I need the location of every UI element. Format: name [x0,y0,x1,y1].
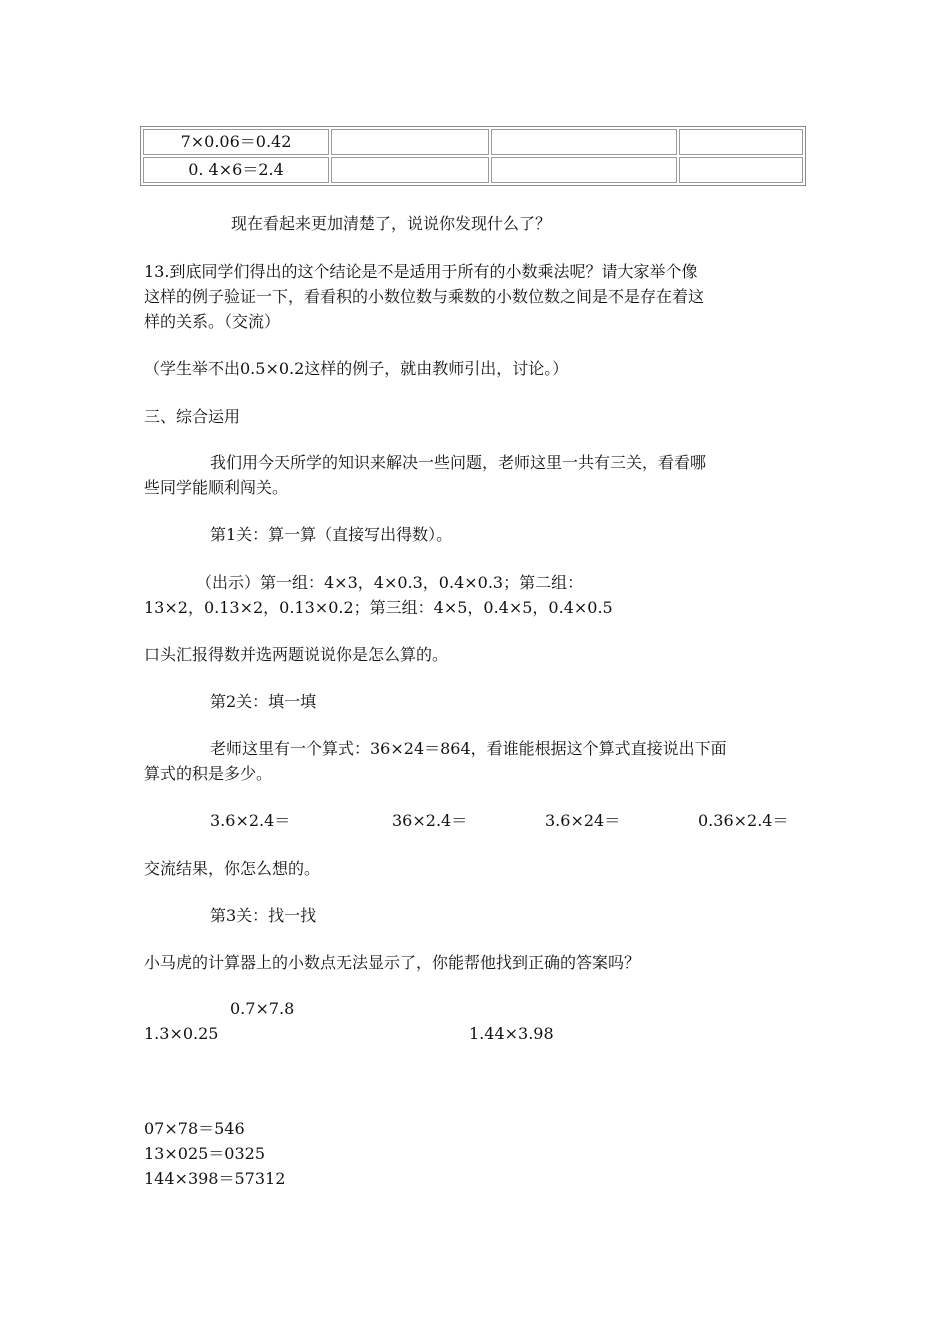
section-heading: 三、综合运用 [144,407,241,426]
level-1-line-1: （出示）第一组：4×3，4×0.3，0.4×0.3；第二组： [196,573,584,592]
equation-2: 36×2.4＝ [392,811,468,830]
table-row [143,129,803,155]
table-cell [331,129,489,155]
formula-2: 1.3×0.25 [144,1024,219,1043]
equation-3: 3.6×24＝ [545,811,621,830]
equation-4: 0.36×2.4＝ [698,811,789,830]
level-1-line-2: 13×2，0.13×2，0.13×0.2；第三组：4×5，0.4×5，0.4×0.5 [144,598,613,617]
equation-1: 3.6×2.4＝ [210,811,291,830]
oral-report: 口头汇报得数并选两题说说你是怎么算的。 [144,645,449,664]
paragraph-13-line-1: 13.到底同学们得出的这个结论是不是适用于所有的小数乘法呢？请大家举个像 [144,262,698,281]
table-cell [679,129,803,155]
intro-line-1: 我们用今天所学的知识来解决一些问题，老师这里一共有三关，看看哪 [210,453,707,472]
table-cell [331,157,489,183]
level-2-heading: 第2关：填一填 [210,692,317,711]
table-cell [679,157,803,183]
level-1-heading: 第1关：算一算（直接写出得数）。 [210,525,453,544]
table-cell [491,157,677,183]
intro-line-2: 些同学能顺利闯关。 [144,478,289,497]
formula-1: 0.7×7.8 [230,999,295,1018]
calculation-table [140,126,806,186]
level-2-line-2: 算式的积是多少。 [144,764,273,783]
paragraph-observation: 现在看起来更加清楚了，说说你发现什么了？ [231,214,552,233]
level-3-heading: 第3关：找一找 [210,906,317,925]
formula-3: 1.44×3.98 [469,1024,554,1043]
teacher-note: （学生举不出0.5×0.2这样的例子，就由教师引出，讨论。） [144,359,569,378]
table-cell [491,129,677,155]
discussion-line: 交流结果，你怎么想的。 [144,859,321,878]
level-3-question: 小马虎的计算器上的小数点无法显示了，你能帮他找到正确的答案吗？ [144,953,641,972]
table-cell: 7×0.06＝0.42 [143,129,329,155]
level-2-line-1: 老师这里有一个算式：36×24＝864，看谁能根据这个算式直接说出下面 [210,739,727,758]
paragraph-13-line-2: 这样的例子验证一下，看看积的小数位数与乘数的小数位数之间是不是存在着这 [144,287,705,306]
table-cell: 0. 4×6＝2.4 [143,157,329,183]
paragraph-13-line-3: 样的关系。（交流） [144,312,281,331]
table-row [143,157,803,183]
calculator-result-1: 07×78＝546 [144,1119,245,1138]
calculator-result-3: 144×398＝57312 [144,1169,286,1188]
calculator-result-2: 13×025＝0325 [144,1144,266,1163]
